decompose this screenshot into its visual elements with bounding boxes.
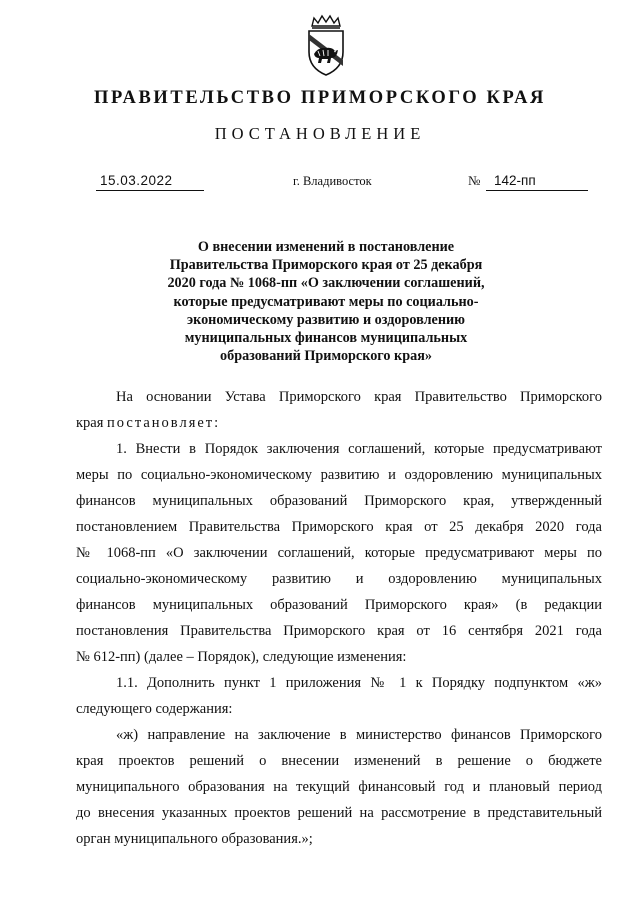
government-title: ПРАВИТЕЛЬСТВО ПРИМОРСКОГО КРАЯ bbox=[93, 88, 546, 108]
body-line: следующего содержания: bbox=[76, 701, 233, 717]
body-text-fragment: края bbox=[76, 415, 108, 431]
document-number-label: № bbox=[468, 173, 481, 188]
body-line: 1. Внести в Порядок заключения соглашений, которые предусматривают bbox=[116, 441, 602, 457]
body-line: постановлением Правительства Приморского края от 25 декабря 2020 года bbox=[76, 519, 602, 535]
body-line bbox=[76, 410, 602, 436]
body-line: № 1068-пп «О заключении соглашений, которые предусматривают меры по bbox=[76, 545, 602, 561]
heading-line: Правительства Приморского края от 25 декабря bbox=[169, 257, 483, 274]
document-heading bbox=[160, 238, 492, 365]
body-text-fragment: : bbox=[214, 415, 219, 431]
body-line: На основании Устава Приморского края Правительство Приморского bbox=[116, 389, 602, 405]
body-line: муниципального образования на текущий финансовый год и плановый период bbox=[76, 779, 602, 795]
body-line: до внесения указанных проектов решений на рассмотрение в представительный bbox=[76, 805, 602, 821]
body-text-emphasis: постановляет bbox=[107, 415, 215, 431]
heading-line: экономическому развитию и оздоровлению bbox=[186, 311, 466, 328]
document-type: ПОСТАНОВЛЕНИЕ bbox=[214, 124, 426, 143]
document-number: 142-пп bbox=[486, 172, 588, 191]
heading-line: О внесении изменений в постановление bbox=[197, 239, 455, 255]
body-line: постановления Правительства Приморского края от 16 сентября 2021 года bbox=[76, 623, 602, 639]
body-line: 1.1. Дополнить пункт 1 приложения № 1 к Порядку подпунктом «ж» bbox=[116, 675, 602, 691]
coat-of-arms-icon bbox=[302, 14, 350, 78]
document-date: 15.03.2022 bbox=[96, 172, 204, 191]
body-line: «ж) направление на заключение в министерство финансов Приморского bbox=[116, 727, 602, 743]
body-line: финансов муниципальных образований Приморского края» (в редакции bbox=[76, 597, 602, 613]
body-line: финансов муниципальных образований Приморского края, утвержденный bbox=[76, 493, 602, 509]
body-line: меры по социально-экономическому развитию и оздоровлению муниципальных bbox=[76, 467, 602, 483]
body-line: № 612-пп) (далее – Порядок), следующие изменения: bbox=[76, 649, 407, 665]
body-line: края проектов решений о внесении изменений в решение о бюджете bbox=[76, 753, 602, 769]
document-meta-row bbox=[0, 172, 640, 194]
heading-line: образований Приморского края» bbox=[220, 348, 432, 365]
document-place: г. Владивосток bbox=[293, 174, 372, 188]
body-line: орган муниципального образования.»; bbox=[76, 831, 313, 847]
body-line: социально-экономическому развитию и оздоровлению муниципальных bbox=[76, 571, 602, 587]
heading-line: муниципальных финансов муниципальных bbox=[184, 330, 468, 347]
document-body bbox=[76, 384, 602, 852]
heading-line: которые предусматривают меры по социально- bbox=[173, 293, 479, 310]
heading-line: 2020 года № 1068-пп «О заключении соглашений, bbox=[167, 275, 485, 292]
